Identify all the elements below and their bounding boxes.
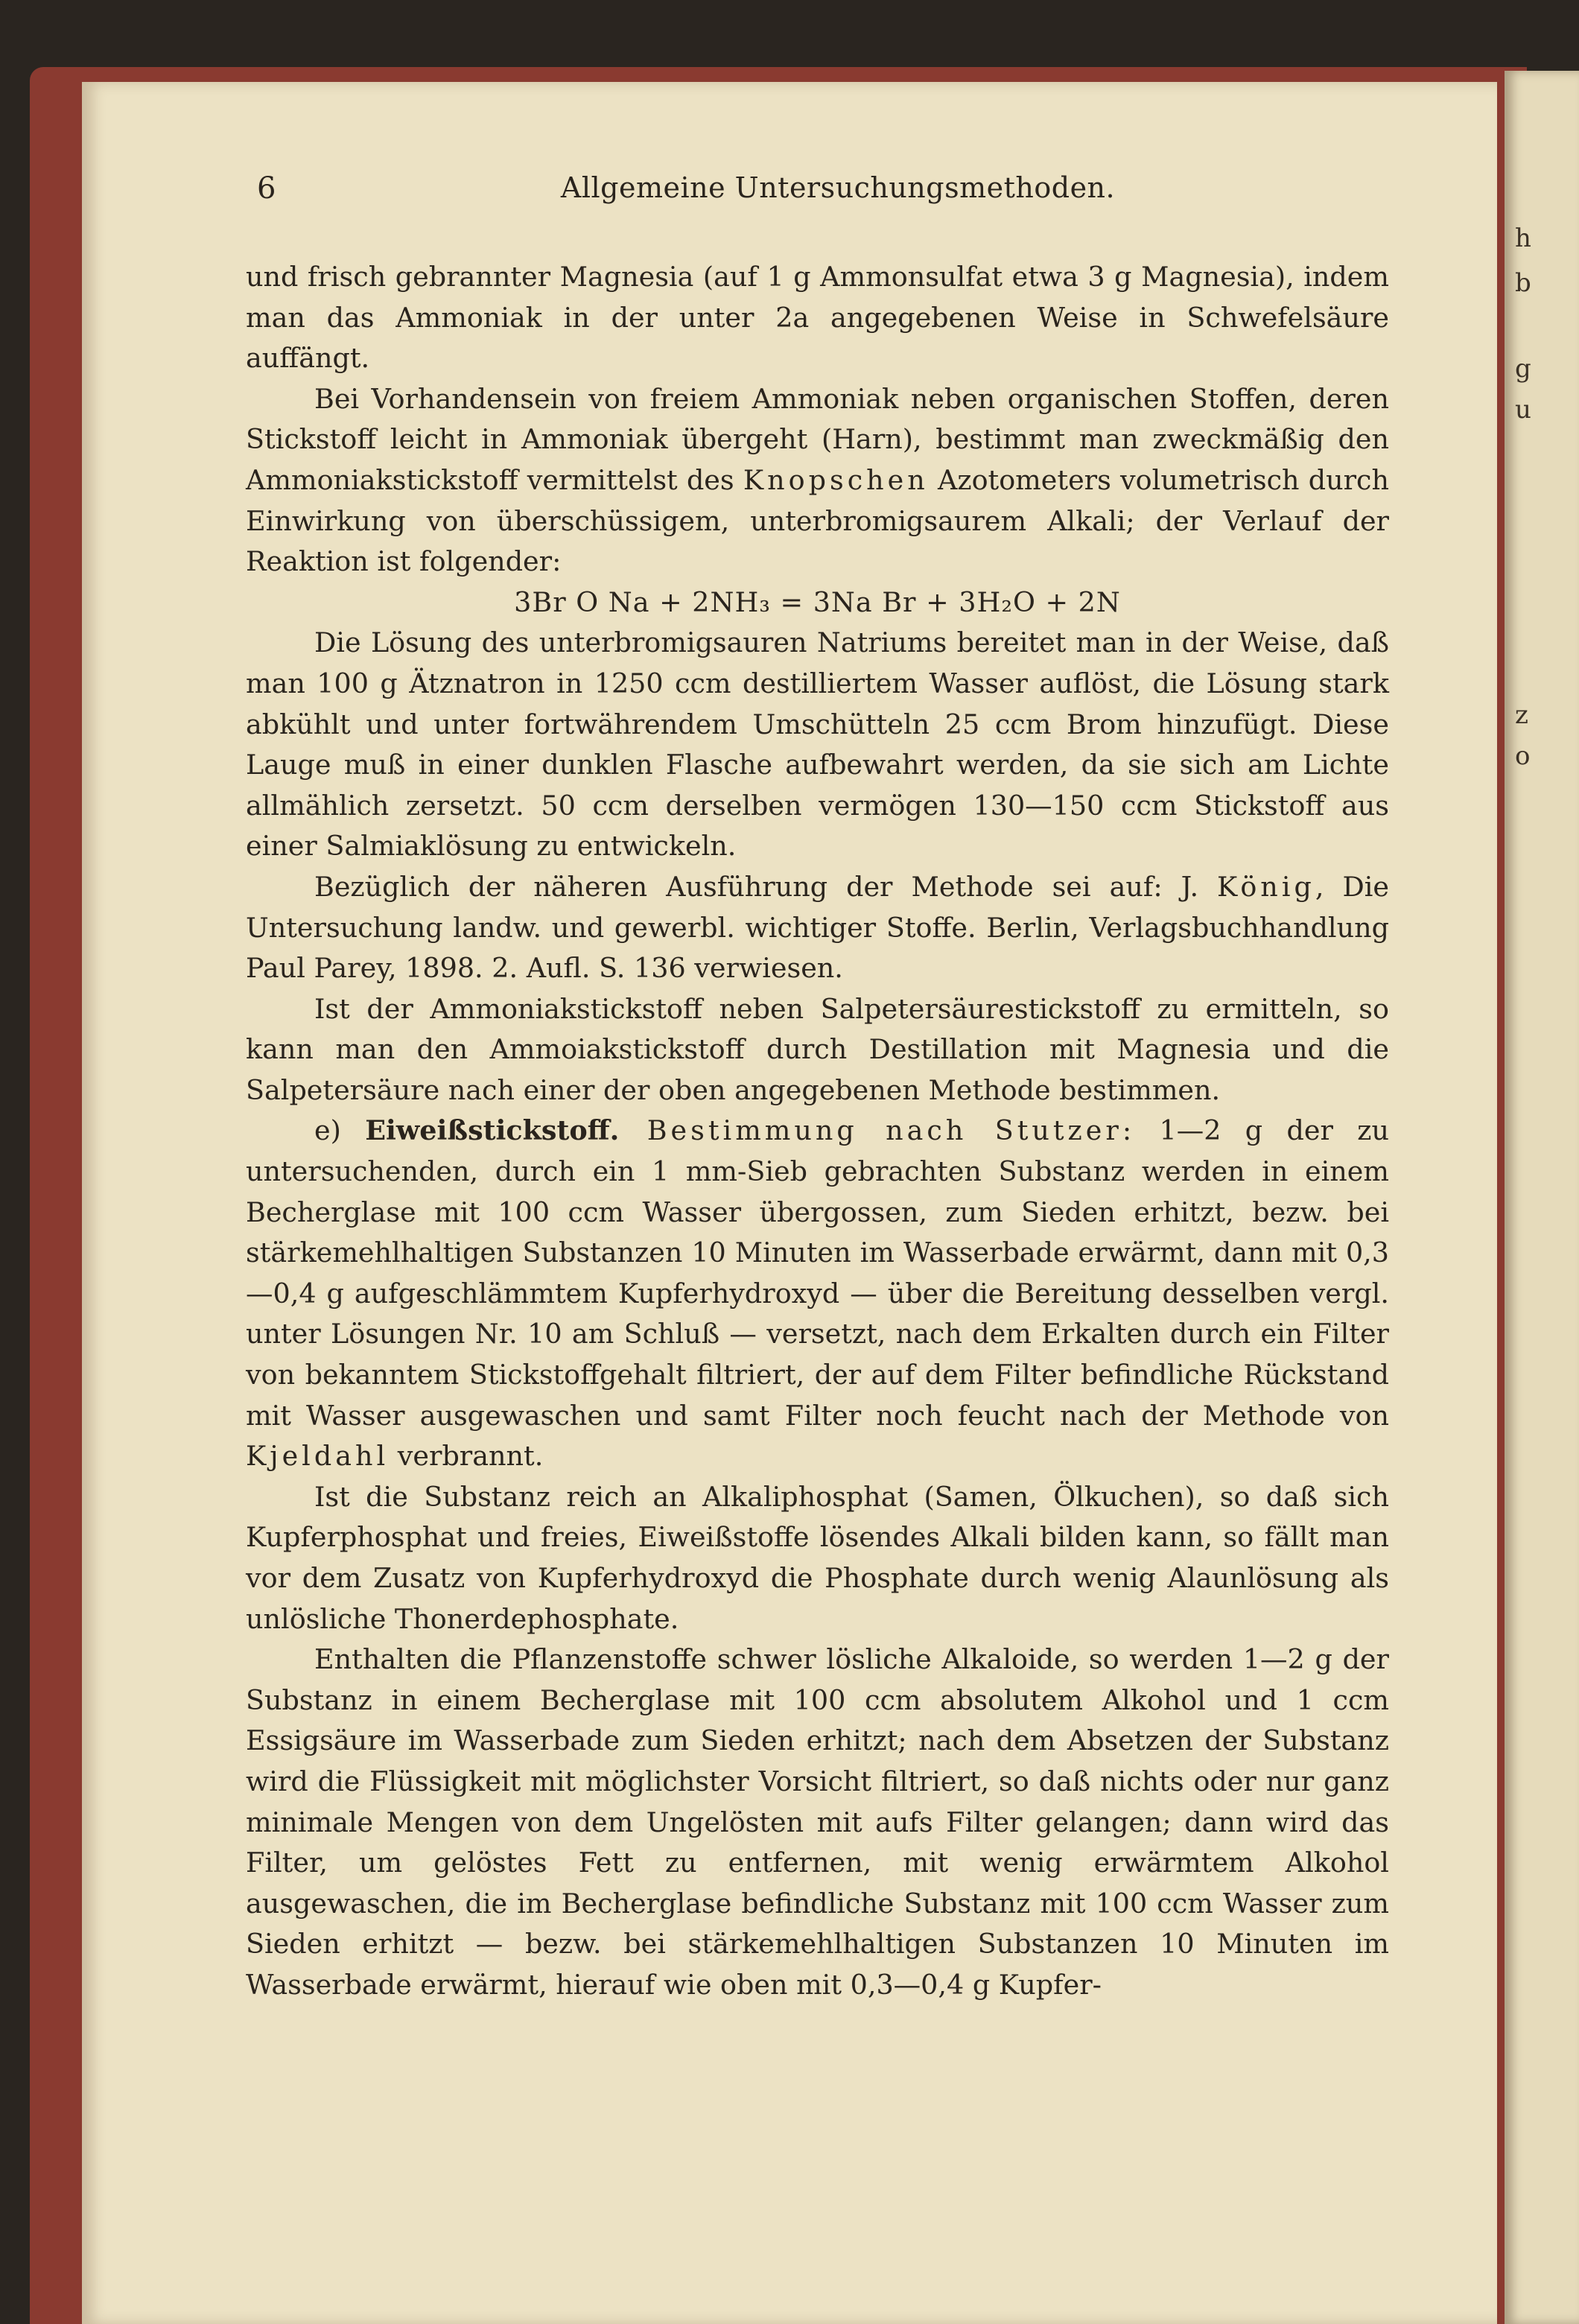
- paragraph: [246, 1111, 1389, 1476]
- paragraph: [246, 867, 1389, 989]
- paragraph-text: Bei Vorhandensein von freiem Ammoniak neben organischen Stoffen, deren Stickstoff leicht in Ammoniak übergeht (Harn), bestimmt man zweckmäßig den Ammoniakstickstoff vermittelst des: [246, 382, 1389, 496]
- paragraph-text: Azotometers volumetrisch durch Einwirkung von überschüssigem, unterbromigsaurem Alkali; der Verlauf der Reaktion ist folgender:: [246, 463, 1389, 578]
- running-head: Allgemeine Untersuchungsmethoden.: [560, 171, 1116, 204]
- facing-page-edge: [1505, 71, 1579, 2324]
- section-label: e): [314, 1114, 366, 1147]
- section-heading: Eiweißstickstoff.: [365, 1114, 620, 1147]
- author-name: Knopschen: [743, 463, 929, 496]
- facing-page-fragment: b: [1515, 268, 1531, 298]
- facing-page-fragment: u: [1515, 395, 1531, 425]
- page-number: 6: [257, 171, 276, 206]
- paragraph-text: 1—2 g der zu untersuchenden, durch ein 1 mm-Sieb gebrachten Substanz werden in einem Becherglase mit 100 ccm Wasser übergossen, zum Sieden erhitzt, bezw. bei stärkemehlhaltigen Substanzen 10 Minuten im Wasserbade erwärmt, dann mit 0,3—0,4 g aufgeschlämmtem Kupferhydroxyd — über die Bereitung desselben vergl. unter Lösungen Nr. 10 am Schluß — versetzt, nach dem Erkalten durch ein Filter von bekanntem Stickstoffgehalt filtriert, der auf dem Filter befindliche Rückstand mit Wasser ausgewaschen und samt Filter noch feucht nach der Methode von: [246, 1114, 1390, 1432]
- facing-page-fragment: g: [1515, 354, 1531, 384]
- paragraph: Ist die Substanz reich an Alkaliphosphat (Samen, Ölkuchen), so daß sich Kupferphosphat und freies, Eiweißstoffe lösendes Alkali bilden kann, so fällt man vor dem Zusatz von Kupferhydroxyd die Phosphate durch wenig Alaunlösung als unlösliche Thonerdephosphate.: [246, 1480, 1389, 1635]
- chemical-formula: 3Br O Na + 2NH₃ = 3Na Br + 3H₂O + 2N: [514, 585, 1121, 618]
- paragraph: Die Lösung des unterbromigsauren Natriums bereitet man in der Weise, daß man 100 g Ätznatron in 1250 ccm destilliertem Wasser auflöst, die Lösung stark abkühlt und unter fortwährendem Umschütteln 25 ccm Brom hinzufügt. Diese Lauge muß in einer dunklen Flasche aufbewahrt werden, da sie sich am Lichte allmählich zersetzt. 50 ccm derselben vermögen 130—150 ccm Stickstoff aus einer Salmiaklösung zu entwickeln.: [246, 626, 1389, 863]
- paragraph-text: verbrannt.: [389, 1440, 544, 1473]
- paragraph-text: Bezüglich der näheren Ausführung der Methode sei auf: J.: [314, 870, 1218, 903]
- facing-page-fragment: h: [1515, 223, 1531, 253]
- facing-page-fragment: z: [1515, 700, 1528, 730]
- author-name: König: [1217, 870, 1315, 903]
- body-text: [246, 257, 1389, 2006]
- spaced-phrase: Bestimmung nach Stutzer:: [619, 1114, 1136, 1147]
- paragraph: [246, 379, 1389, 582]
- paragraph-text: , Die Untersuchung landw. und gewerbl. wichtiger Stoffe. Berlin, Verlagsbuchhandlung Paul Parey, 1898. 2. Aufl. S. 136 verwiesen.: [246, 870, 1389, 985]
- facing-page-fragment: o: [1515, 741, 1531, 771]
- author-name: Kjeldahl: [246, 1440, 390, 1473]
- page-header: [257, 171, 1419, 216]
- paragraph: Enthalten die Pflanzenstoffe schwer lösliche Alkaloide, so werden 1—2 g der Substanz in einem Becherglase mit 100 ccm absolutem Alkohol und 1 ccm Essigsäure im Wasserbade zum Sieden erhitzt; nach dem Absetzen der Substanz wird die Flüssigkeit mit möglichster Vorsicht filtriert, so daß nichts oder nur ganz minimale Mengen von dem Ungelösten mit aufs Filter gelangen; dann wird das Filter, um gelöstes Fett zu entfernen, mit wenig erwärmtem Alkohol ausgewaschen, die im Becherglase befindliche Substanz mit 100 ccm Wasser zum Sieden erhitzt — bezw. bei stärkemehlhaltigen Substanzen 10 Minuten im Wasserbade erwärmt, hierauf wie oben mit 0,3—0,4 g Kupfer-: [246, 1643, 1389, 2001]
- paragraph: und frisch gebrannter Magnesia (auf 1 g Ammonsulfat etwa 3 g Magnesia), indem man das Ammoniak in der unter 2a angegebenen Weise in Schwefelsäure auffängt.: [246, 261, 1389, 375]
- paragraph: Ist der Ammoniakstickstoff neben Salpetersäurestickstoff zu ermitteln, so kann man den Ammoiakstickstoff durch Destillation mit Magnesia und die Salpetersäure nach einer der oben angegebenen Methode bestimmen.: [246, 992, 1389, 1106]
